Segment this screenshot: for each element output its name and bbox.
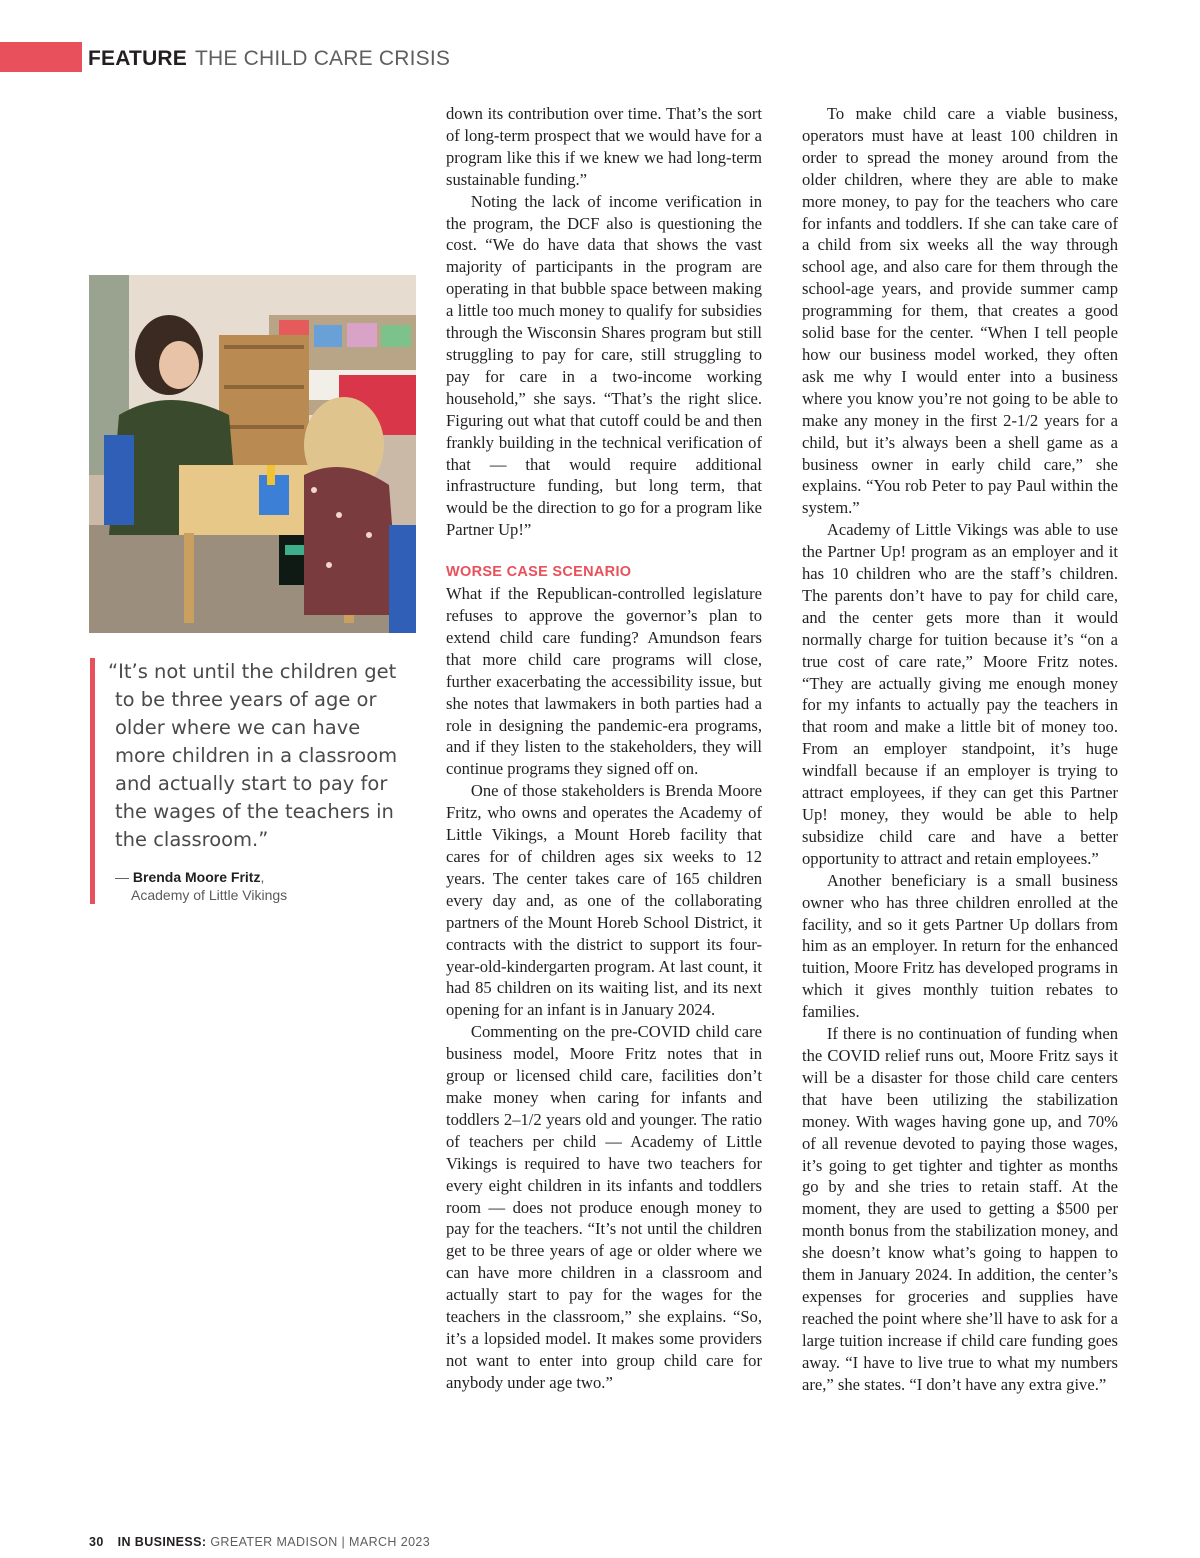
pull-quote-dash: — [115, 869, 129, 885]
paragraph: Another beneficiary is a small business owner who has three children enrolled at the facility, and so it gets Partner Up dollars from him as an employer. In return for the enhanced tuition, Moore Fritz has developed programs in which it gives monthly tuition rebates to families. [802, 870, 1118, 1022]
article-photo [89, 275, 416, 633]
pull-quote-name: Brenda Moore Fritz [132, 869, 261, 885]
paragraph: Noting the lack of income verification in the program, the DCF also is questioning the cost. “We do have data that shows the vast majority of participants in the program are operating in that bubble space between making a little too much money to qualify for subsidies through the Wisconsin Shares program but still struggling to pay for care, still struggling to pay for care in a two-income working household,” she says. “That’s the right slice. Figuring out what that cutoff could be and then frankly building in the technical verification of that — that would require additional infrastructure funding, but long term, that would be the direction to go for a program like Partner Up!” [446, 191, 762, 540]
pull-quote-attribution [115, 868, 410, 904]
pull-quote-text: “It’s not until the children get to be three years of age or older where we can have more children in a classroom and actually start to pay for the wages of the teachers in the classroom.” [108, 660, 398, 851]
paragraph: down its contribution over time. That’s the sort of long-term prospect that we would have for a program like this if we knew we had long-term sustainable funding.” [446, 104, 762, 189]
header-section-title: THE CHILD CARE CRISIS [195, 47, 451, 70]
paragraph: What if the Republican-controlled legislature refuses to approve the governor’s plan to extend child care funding? Amundson fears that more child care programs will close, further exacerbating the accessibility issue, but she notes that lawmakers in both parties had a role in designing the pandemic-era programs, and if they listen to the stakeholders, they will continue programs they signed off on. [446, 584, 762, 779]
paragraph: To make child care a viable business, operators must have at least 100 children in order to spread the money around from the older children, where they are able to make more money, to pay for the teachers who care for infants and toddlers. If she can take care of a child from six weeks all the way through school age, and also care for them through the school-age years, and provide summer camp programming for them, that creates a good solid base for the center. “When I tell people how our business model worked, they often ask me why I would enter into a business where you know you’re not going to be able to make any money in the first 2-1/2 years for a child, but it’s always been a shell game as a business owner in early child care,” she explains. “You rob Peter to pay Paul within the system.” [802, 104, 1118, 518]
header-accent-bar [0, 42, 82, 72]
publication-name: IN BUSINESS: [117, 1535, 207, 1549]
paragraph: If there is no continuation of funding when the COVID relief runs out, Moore Fritz says it will be a disaster for those child care centers that have been utilizing the stabilization money. With wages having gone up, and 70% of all revenue devoted to paying those wages, it’s going to get tighter and tighter as months go by and she tries to retain staff. At the moment, they are used to getting a $500 per month bonus from the stabilization money, and she doesn’t know what’s going to happen to them in January 2024. In addition, the center’s expenses for groceries and supplies have reached the point where she’ll have to ask for a large tuition increase if child care funding goes away. “I have to live true to what my numbers are,” she states. “I don’t have any extra give.” [802, 1024, 1118, 1394]
page-footer [89, 1535, 430, 1549]
photo-teacher-child-table-icon [89, 275, 416, 633]
article-column-2 [446, 103, 762, 1394]
article-column-3 [802, 103, 1118, 1395]
paragraph: Commenting on the pre-COVID child care business model, Moore Fritz notes that in group or licensed child care, facilities don’t make money when caring for infants and toddlers 2–1/2 years old and younger. The ratio of teachers per child — Academy of Little Vikings is required to have two teachers for every eight children in its infants and toddlers room — does not produce enough money to pay for the teachers. “It’s not until the children get to be three years of age or older where we can have more children in a classroom and actually start to pay for the wages for the teachers in the classroom,” she explains. “So, it’s a lopsided model. It makes some providers not want to enter into group child care for anybody under age two.” [446, 1022, 762, 1392]
page-number: 30 [89, 1535, 104, 1549]
paragraph: Academy of Little Vikings was able to use the Partner Up! program as an employer and it has 10 children who are the staff’s children. The parents don’t have to pay for child care, and the center gets more than it would normally charge for tuition because it’s “on a true cost of care rate,” Moore Fritz notes. “They are actually giving me enough money for my infants to actually pay the teachers in that room and make a little bit of money too. From an employer standpoint, it’s huge windfall because if an employer is trying to attract employees, if they can get this Partner Up! money, they would be able to help subsidize child care and have a better opportunity to attract and retain employees.” [802, 520, 1118, 868]
header-kicker: FEATURE [88, 47, 188, 70]
paragraph: One of those stakeholders is Brenda Moore Fritz, who owns and operates the Academy of Little Vikings, a Mount Horeb facility that cares for of children ages six weeks to 12 years. The center takes care of 165 children every day and, as one of the collaborating partners of the Mount Horeb School District, it contracts with the district to support its four-year-old-kindergarten program. At last count, it had 85 children on its waiting list, and its next opening for an infant is in January 2024. [446, 781, 762, 1020]
section-header [88, 44, 450, 74]
pull-quote-org: Academy of Little Vikings [131, 887, 288, 903]
edition-info: GREATER MADISON | MARCH 2023 [210, 1535, 431, 1549]
section-subhead: WORSE CASE SCENARIO [446, 564, 632, 581]
pull-quote [90, 658, 410, 904]
pull-quote-comma: , [260, 869, 265, 885]
